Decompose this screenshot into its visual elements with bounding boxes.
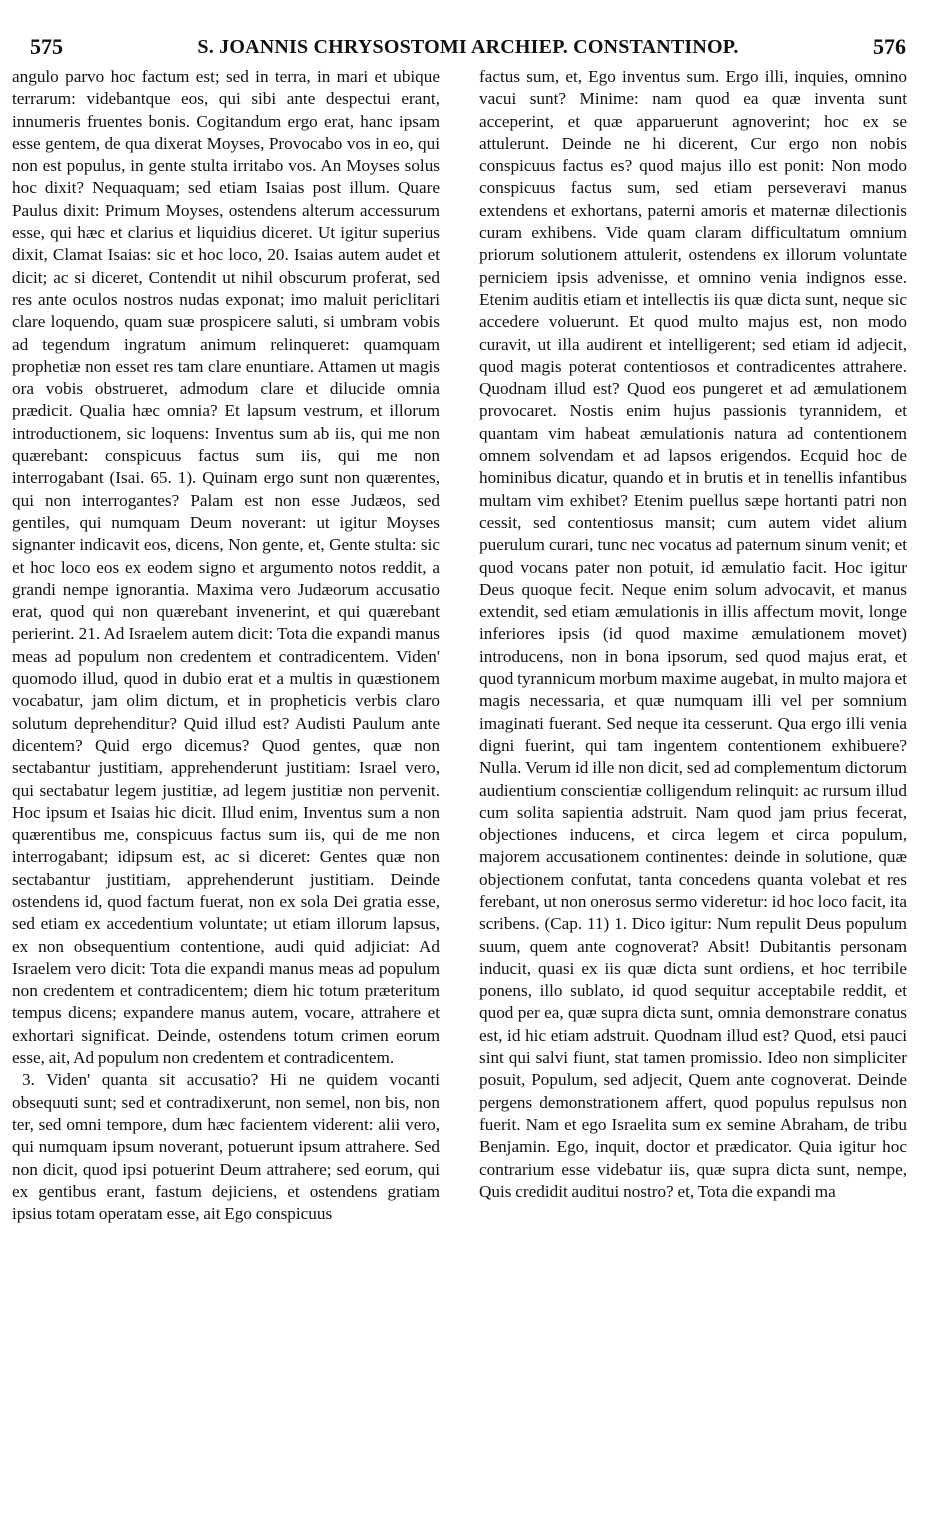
right-column: [479, 66, 907, 1516]
page-number-right: 576: [873, 34, 906, 59]
paragraph: 3. Viden' quanta sit accusatio? Hi ne quidem vocanti obsequuti sunt; sed et contradixerunt, non semel, non bis, non ter, sed omni tempore, dum hæc facientem viderent: alii vero, qui numquam ipsum noverant, potuerunt ipsum attrahere. Sed non dicit, quod ipsi potuerint Deum attrahere; sed eorum, qui ex gentibus erant, fastum dejiciens, et ostendens gratiam ipsius totam operatam esse, ait Ego conspicuus: [12, 1070, 440, 1224]
paragraph: angulo parvo hoc factum est; sed in terra, in mari et ubique terrarum: videbantque eos, qui sibi ante despectui erant, innumeris fruentes bonis. Cogitandum ergo erat, hanc ipsam esse gentem, de qua dixerat Moyses, Provocabo vos in eo, qui non est populus, in gente stulta irritabo vos. An Moyses solus hoc dixit? Nequaquam; sed etiam Isaias post illum. Quare Paulus dixit: Primum Moyses, ostendens alterum accessurum esse, qui hæc et clarius et liquidius diceret. Ut igitur superius dixit, Clamat Isaias: sic et hoc loco, 20. Isaias autem audet et dicit; ac si diceret, Contendit ut nihil obscurum proferat, sed res ante oculos nostros nudas exponat; imo maluit periclitari clare loquendo, quam suæ prospicere saluti, si umbram vobis ad tegendum ingratum animum relinqueret: quamquam prophetiæ non esset res tam clare enuntiare. Attamen ut magis ora vobis obstrueret, admodum clare et dilucide omnia prædicit. Qualia hæc omnia? Et lapsum vestrum, et illorum introductionem, sic loquens: Inventus sum ab iis, qui me non quærebant: conspicuus factus sum iis, qui me non interrogabant (Isai. 65. 1). Quinam ergo sunt non quærentes, qui non interrogantes? Palam est non esse Judæos, sed gentiles, qui numquam Deum noverant: ut igitur Moyses signanter indicavit eos, dicens, Non gente, et, Gente stulta: sic et hoc loco eos ex eodem signo et argumento notos reddit, a grandi nempe ignorantia. Maxima vero Judæorum accusatio erat, quod qui non quærebant invenerint, et qui quærebant perierint. 21. Ad Israelem autem dicit: Tota die expandi manus meas ad populum non credentem et contradicentem. Viden' quomodo illud, quod in dubio erat et a multis in quæstionem vocabatur, jam olim dictum, et in propheticis verbis claro solutum deprehenditur? Quid illud est? Audisti Paulum ante dicentem? Quid ergo dicemus? Quod gentes, quæ non sectabantur justitiam, apprehenderunt justitiam: Israel vero, qui sectabatur legem justitiæ, ad legem justitiæ non pervenit. Hoc ipsum et Isaias hic dicit. Illud enim, Inventus sum a non quærentibus me, conspicuus factus sum iis, qui de me non interrogabant; idipsum est, ac si diceret: Gentes quæ non sectabantur justitiam, apprehenderunt justitiam. Deinde ostendens id, quod factum fuerat, non ex sola Dei gratia esse, sed etiam ex accedentium voluntate; ut etiam illorum lapsus, ex non obsequentium contentione, audi quid adjiciat: Ad Israelem vero dicit: Tota die expandi manus meas ad populum non credentem et contradicentem; diem hic totum præteritum tempus dicens; expandere manus autem, vocare, attrahere et exhortari significat. Deinde, ostendens totum crimen eorum esse, ait, Ad populum non credentem et contradicentem.: [12, 67, 440, 1068]
running-header: [30, 34, 906, 64]
paragraph: factus sum, et, Ego inventus sum. Ergo illi, inquies, omnino vacui sunt? Minime: nam quod ea quæ inventa sunt acceperint, et quæ apparuerunt agnoverint; hoc ex se attulerunt. Deinde ne hi dicerent, Cur ergo non nobis conspicuus factus es? quod majus illo est ponit: Non modo conspicuus factus sum, sed etiam perseveravi manus extendens et exhortans, paterni amoris et maternæ dilectionis curam exhibens. Vide quam claram difficultatum omnium priorum solutionem attulerit, ostendens ex illorum voluntate perniciem ipsis advenisse, et omnino venia indignos esse. Etenim auditis etiam et intellectis iis quæ dicta sunt, neque sic accedere voluerunt. Et quod multo majus est, non modo curavit, ut illa audirent et intelligerent; sed etiam id adjecit, quod magis poterat contentiosos et contradicentes attrahere. Quodnam illud est? Quod eos pungeret et ad æmulationem provocaret. Nostis enim hujus passionis tyrannidem, et quantam vim habeat æmulationis natura ad contentionem omnem solvendam et ad lapsos erigendos. Ecquid hoc de hominibus dicatur, quando et in brutis et in tenellis infantibus multam vim exhibet? Etenim puellus sæpe hortanti patri non cessit, sed contentiosus mansit; cum autem videt alium puerulum curari, tunc nec vocatus ad paternum sinum venit; et quod vocans pater non potuit, id æmulatio facit. Hoc igitur Deus quoque fecit. Neque enim solum advocavit, et manus extendit, sed etiam æmulationis in illis affectum movit, longe inferiores ipsis (id quod maxime æmulationem movet) introducens, non in bona ipsorum, sed quod majus erat, et quod tyrannicum morbum maxime augebat, in multo majora et magis necessaria, et quæ numquam illi vel per somnium imaginati fuerant. Sed neque ita cesserunt. Qua ergo illi venia digni fuerint, qui tam ingentem contentionem exhibuere? Nulla. Verum id ille non dicit, sed ad complementum dictorum audientium conscientiæ colligendum relinquit: ac rursum illud cum solita sapientia adstruit. Nam quod jam prius fecerat, objectiones inducens, et circa legem et circa populum, majorem accusationem continentes: deinde in solutione, quæ objectionem confutat, tanta concedens quanta volebat et res ferebant, ut non onerosus sermo videretur: id hoc loco facit, ita scribens. (Cap. 11) 1. Dico igitur: Num repulit Deus populum suum, quem ante cognoverat? Absit! Dubitantis personam inducit, quasi ex iis quæ dicta sunt ordiens, et hoc terribile ponens, illo sublato, id quod sequitur acceptabile reddit, et quod per ea, quæ supra dicta sunt, omnia demonstrare conatus est, id hic etiam adstruit. Quodnam illud est? Quod, etsi pauci sint qui salvi fiunt, stat tamen promissio. Ideo non simpliciter posuit, Populum, sed adjecit, Quem ante cognoverat. Deinde pergens demonstrationem affert, quod populus repulsus non fuerit. Nam et ego Israelita sum ex semine Abraham, de tribu Benjamin. Ego, inquit, doctor et prædicator. Quia igitur hoc contrarium esse videbatur iis, quæ supra dicta sunt, nempe, Quis credidit auditui nostro? et, Tota die expandi ma: [479, 67, 907, 1201]
page-number-left: 575: [30, 34, 63, 59]
left-column: [12, 66, 440, 1516]
running-title: S. JOANNIS CHRYSOSTOMI ARCHIEP. CONSTANTINOP.: [197, 36, 739, 58]
